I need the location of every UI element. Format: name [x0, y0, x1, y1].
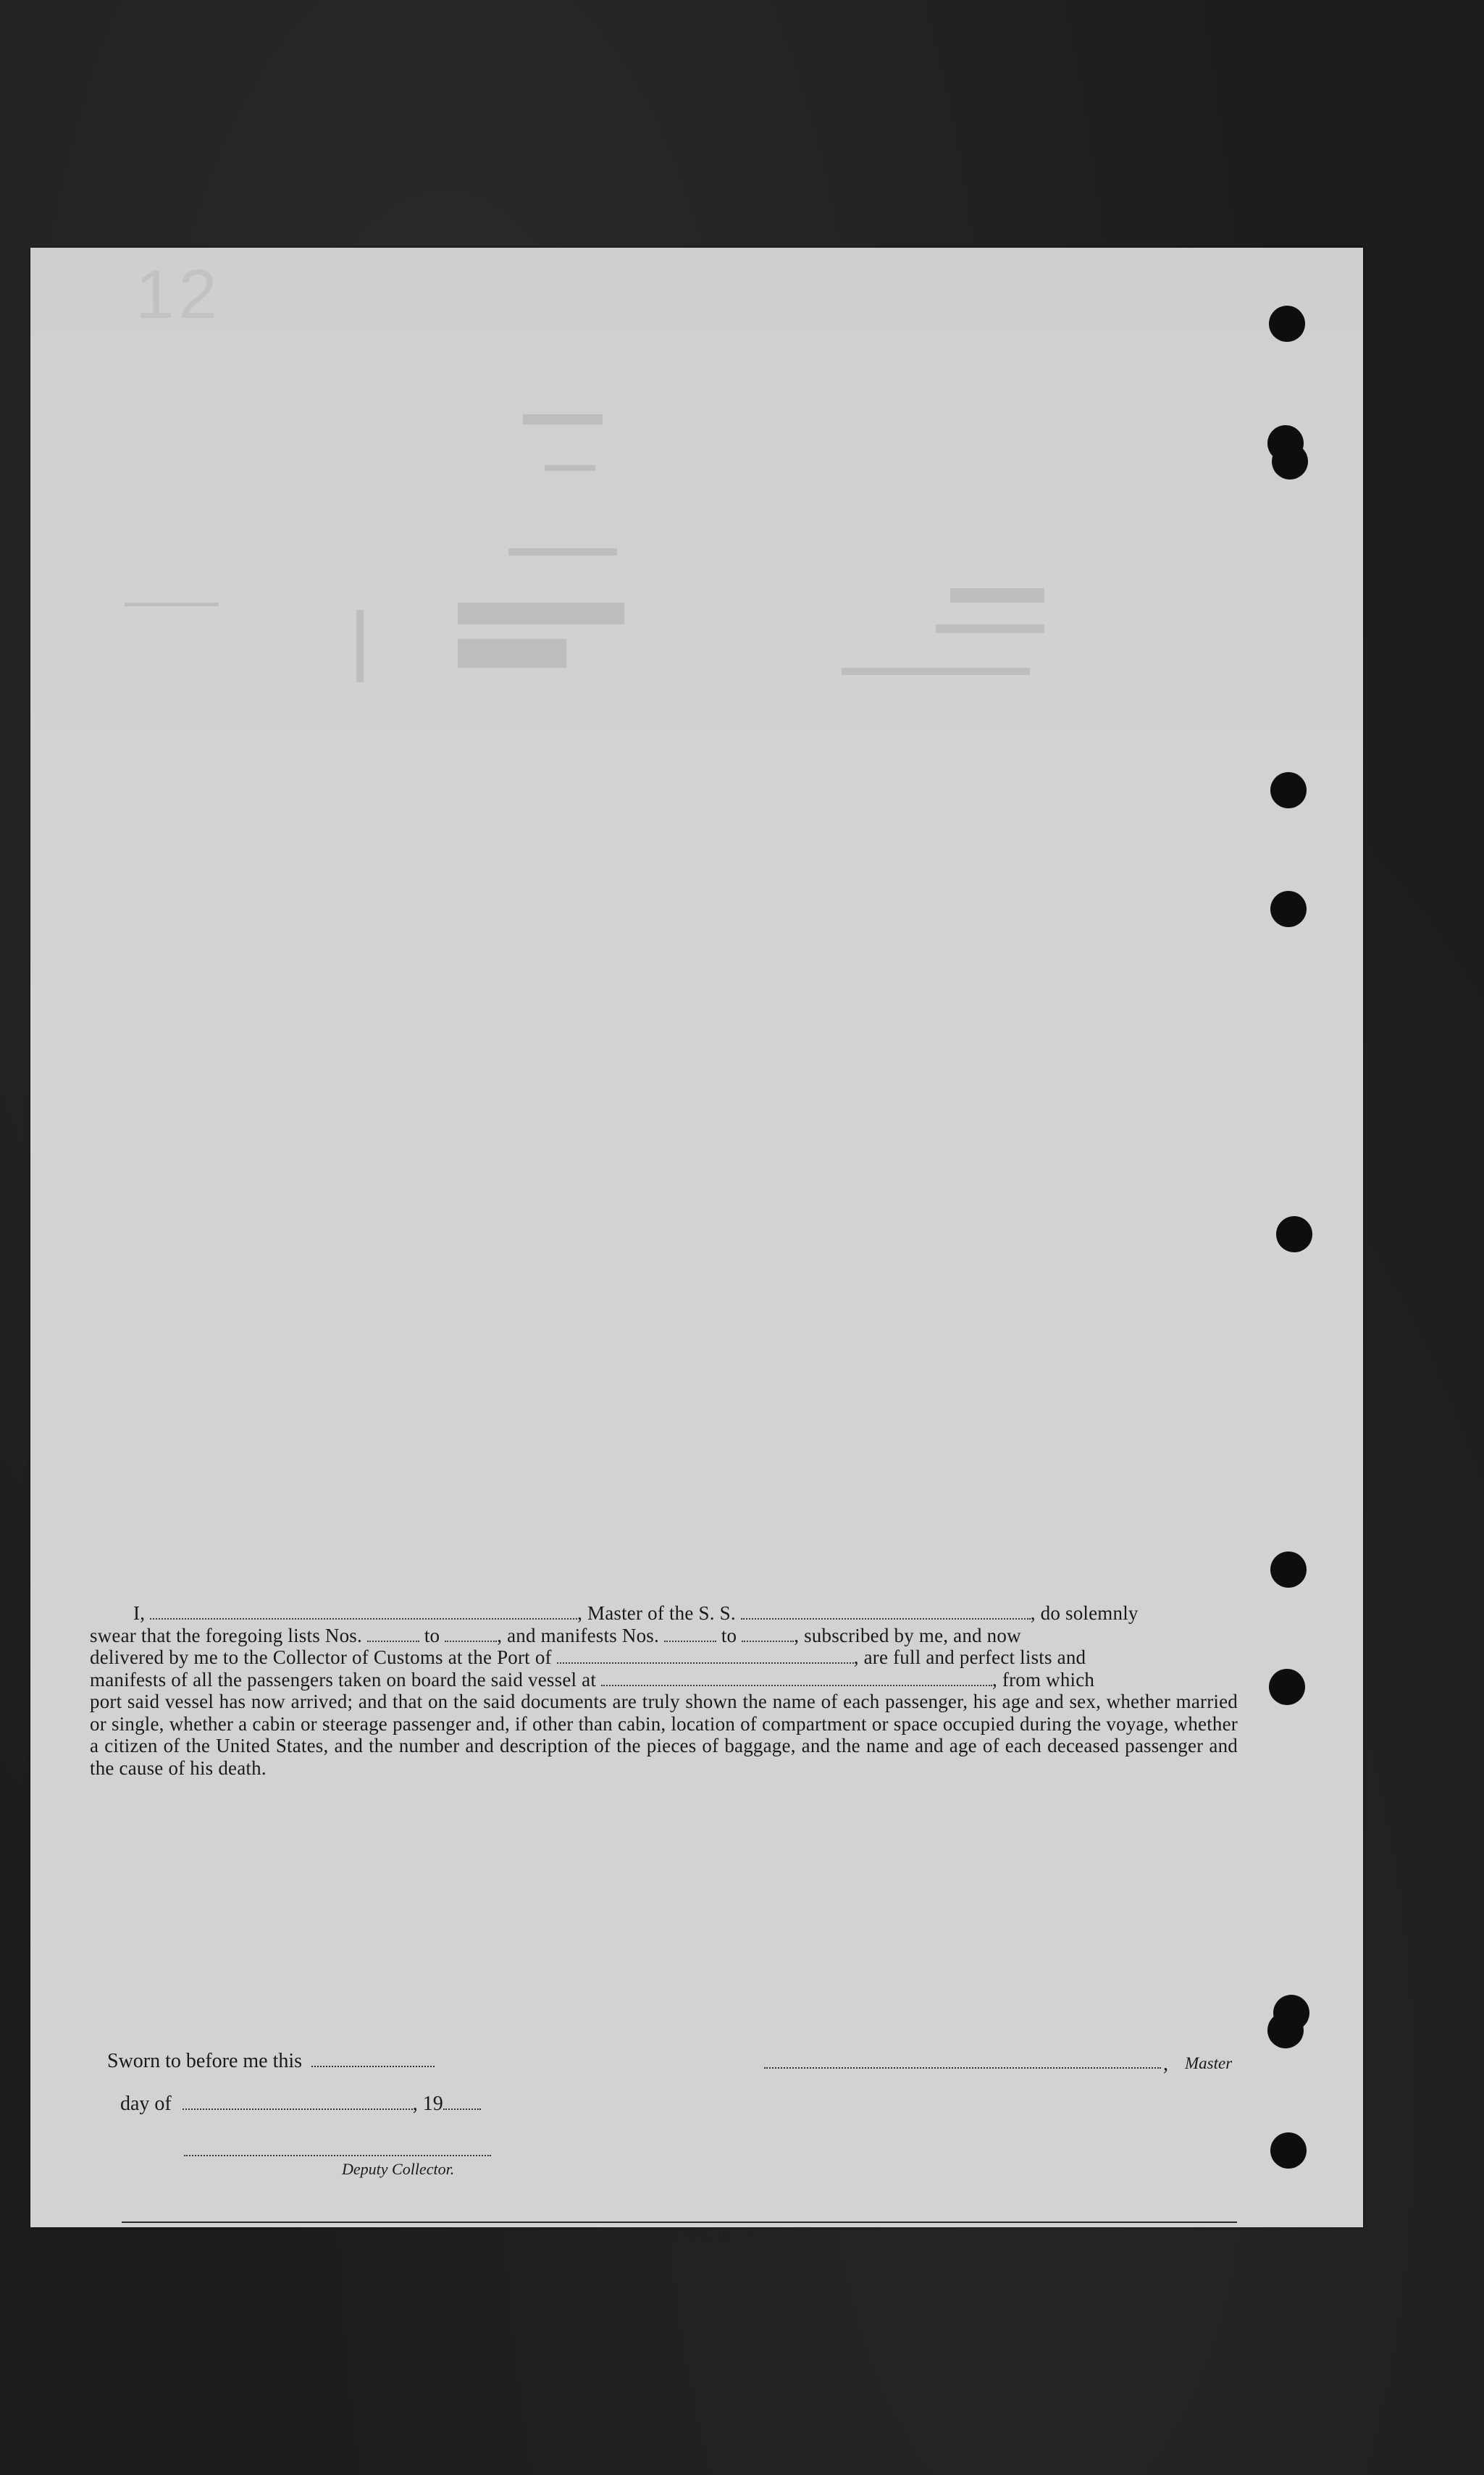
- oath-to-1: to: [424, 1624, 440, 1646]
- punch-hole: [1270, 772, 1307, 808]
- printer-imprint: For sale by Statistical Press, Inc., New York, N. Y.: [561, 2230, 832, 2242]
- manifests-to-field[interactable]: [742, 1628, 794, 1642]
- punch-hole: [1269, 1669, 1305, 1705]
- year-field[interactable]: [443, 2108, 481, 2110]
- oath-body-text: port said vessel has now arrived; and that on the said documents are truly shown the name of each passenger, his age and sex, whether married or single, whether a cabin or steerage passenger and, if other than cabin, location of compartment or space occupied during the voyage, whether a citizen of the United States, and the number and description of the pieces of baggage, and the name and age of each deceased passenger and the cause of his death.: [90, 1691, 1238, 1779]
- oath-and-manifests: , and manifests Nos.: [497, 1624, 659, 1646]
- bleed-through-mark: [936, 624, 1044, 633]
- lists-to-field[interactable]: [445, 1628, 497, 1642]
- day-of-line: [120, 2093, 481, 2116]
- manifests-from-field[interactable]: [664, 1628, 716, 1642]
- bleed-through-mark: [950, 588, 1044, 603]
- bleed-through-mark: [458, 603, 624, 624]
- departure-port-field[interactable]: [601, 1672, 992, 1686]
- punch-hole: [1267, 2012, 1304, 2048]
- deputy-signature-field[interactable]: [184, 2155, 491, 2156]
- sworn-line: [107, 2050, 435, 2073]
- lists-from-field[interactable]: [367, 1628, 419, 1642]
- master-name-field[interactable]: [150, 1605, 577, 1620]
- year-prefix: , 19: [412, 2093, 443, 2115]
- oath-subscribed: , subscribed by me, and now: [794, 1624, 1021, 1646]
- sworn-label: Sworn to before me this: [107, 2050, 303, 2072]
- oath-master-of: , Master of the S. S.: [577, 1602, 736, 1624]
- oath-vessel-at: manifests of all the passengers taken on board the said vessel at: [90, 1668, 597, 1691]
- form-page: [30, 248, 1363, 2242]
- master-label: Master: [1185, 2054, 1233, 2072]
- bleed-through-mark: [842, 668, 1030, 675]
- sworn-date-field[interactable]: [311, 2066, 435, 2067]
- punch-hole: [1270, 2132, 1307, 2169]
- oath-full-lists: , are full and perfect lists and: [853, 1646, 1086, 1668]
- bleed-through-mark: [356, 610, 364, 682]
- punch-hole: [1272, 443, 1308, 479]
- deputy-collector-label: Deputy Collector.: [342, 2160, 455, 2178]
- oath-port-of: delivered by me to the Collector of Customs at the Port of: [90, 1646, 552, 1668]
- oath-i: I,: [133, 1602, 146, 1624]
- bleed-through-mark: [523, 414, 603, 424]
- punch-hole: [1270, 891, 1307, 927]
- oath-to-2: to: [721, 1624, 737, 1646]
- page-number: 12: [135, 256, 222, 333]
- punch-hole: [1269, 306, 1305, 342]
- bleed-through-mark: [458, 639, 566, 668]
- oath-lists-nos: swear that the foregoing lists Nos.: [90, 1624, 362, 1646]
- punch-hole: [1276, 1216, 1312, 1252]
- punch-hole: [1270, 1551, 1307, 1588]
- arrival-port-field[interactable]: [557, 1649, 854, 1664]
- master-signature-field[interactable]: [764, 2067, 1161, 2069]
- ship-name-field[interactable]: [741, 1605, 1031, 1620]
- bleed-through-mark: [508, 548, 617, 556]
- bleed-through-mark: [125, 603, 219, 606]
- master-comma: ,: [1163, 2053, 1168, 2075]
- oath-statement: [90, 1602, 1238, 1779]
- footer-divider: [122, 2221, 1237, 2223]
- oath-do-solemnly: , do solemnly: [1030, 1602, 1139, 1624]
- oath-from-which: , from which: [992, 1668, 1095, 1691]
- bleed-through-mark: [545, 465, 595, 471]
- month-field[interactable]: [183, 2108, 413, 2110]
- day-of-label: day of: [120, 2093, 172, 2115]
